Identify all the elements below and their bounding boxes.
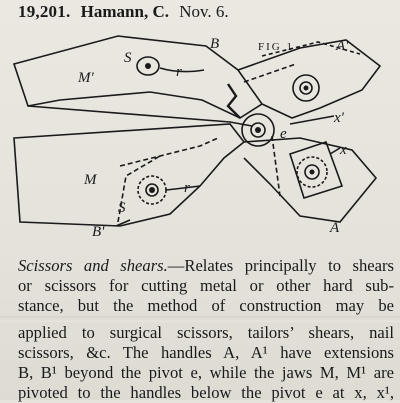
label-S-bottom: S: [118, 200, 126, 216]
label-S-top: S: [124, 50, 132, 66]
label-r-top: r: [176, 64, 182, 80]
patent-date: Nov. 6.: [179, 2, 229, 21]
abstract-header: [18, 2, 390, 24]
abstract-title: Scissors and shears.: [18, 256, 168, 275]
upper-handle-dashed: [244, 64, 296, 82]
patentee-name: Hamann, C.: [80, 2, 169, 21]
abstract-line-2: or scissors for cutting metal or other hard sub-: [18, 276, 394, 295]
body-paragraph: [18, 323, 394, 403]
body-line-1: applied to surgical scissors, tailors’ shears, nail: [18, 323, 394, 342]
abstract-line-3: stance, but the method of construction may be: [18, 296, 394, 315]
upper-blade-outline: [14, 36, 262, 118]
abstract-line-1: [18, 256, 394, 276]
body-line-3: B, B¹ beyond the pivot e, while the jaws M, M¹ are: [18, 363, 394, 382]
pivot-e-dot: [255, 127, 261, 133]
leader-x: [330, 148, 340, 154]
lower-blade-dashed: [120, 138, 218, 166]
body-line-4: pivoted to the handles below the pivot e at x, x¹,: [18, 383, 394, 402]
label-A1: A': [336, 38, 349, 54]
fig-label: FIG 1: [258, 41, 294, 53]
lower-handle-box: [290, 142, 342, 198]
label-B1: B': [92, 224, 105, 240]
abstract-line-1-text: —Relates principally to shears: [167, 256, 394, 275]
lower-handle-outline: [244, 138, 376, 222]
label-B: B: [210, 36, 220, 52]
lower-handle-dot: [310, 170, 315, 175]
label-e: e: [280, 126, 287, 142]
lower-spring-dot: [149, 187, 155, 193]
label-M: M: [84, 172, 97, 188]
abstract-paragraph: [18, 256, 394, 316]
body-line-2: scissors, &c. The handles A, A¹ have extensions: [18, 343, 394, 362]
label-M1: M': [78, 70, 94, 86]
label-x: x: [340, 142, 347, 158]
upper-spring-dot: [145, 63, 151, 69]
upper-blade-edge: [28, 106, 252, 126]
scissors-figure: [0, 26, 400, 252]
label-r-bottom: r: [184, 180, 190, 196]
upper-handle-dot: [304, 86, 309, 91]
lower-spring-r: [166, 186, 200, 190]
patent-number: 19,201.: [18, 2, 71, 21]
label-x1: x': [334, 110, 344, 126]
scissors-drawing: [0, 26, 400, 252]
label-A: A: [330, 220, 340, 236]
page-divider: [0, 316, 400, 322]
upper-spring-r: [160, 68, 204, 72]
